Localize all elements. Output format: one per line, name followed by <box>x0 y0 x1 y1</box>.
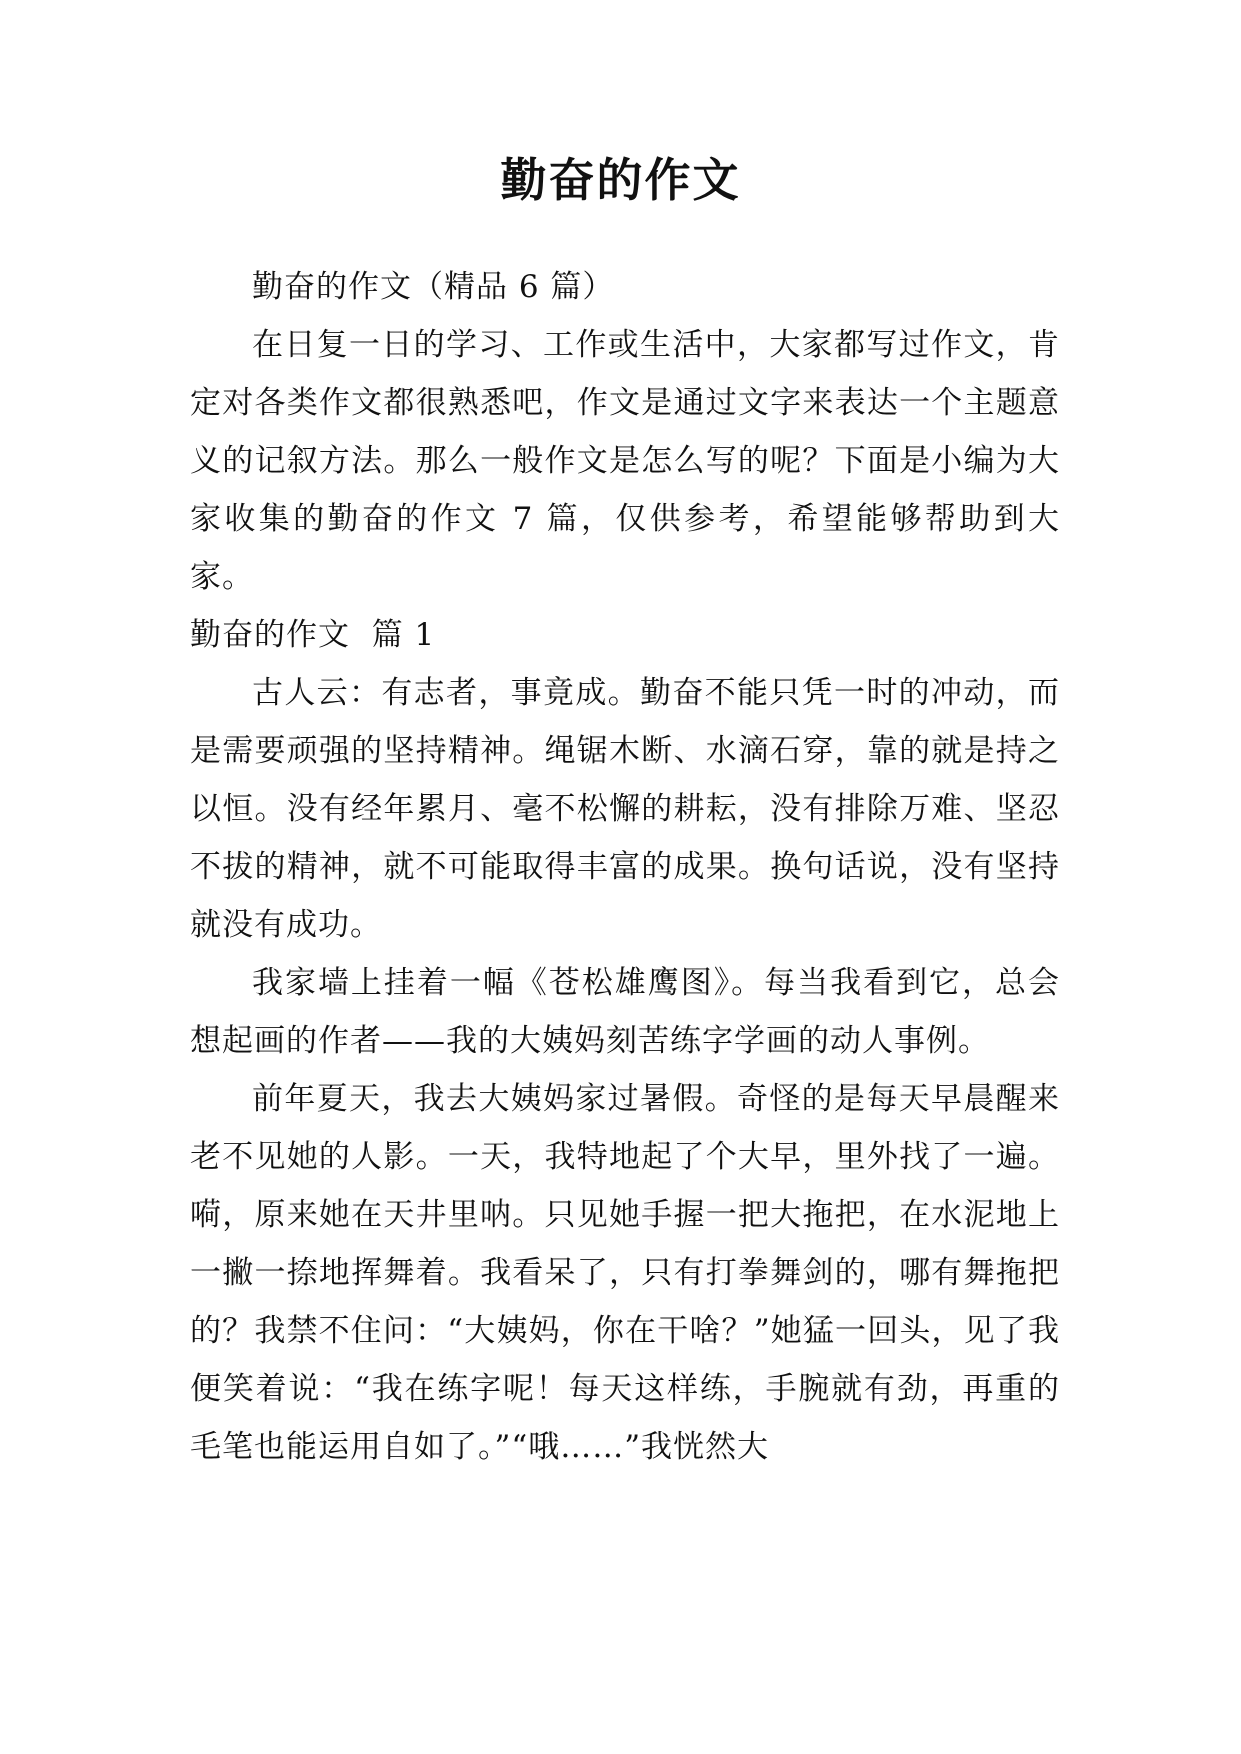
document-subtitle: 勤奋的作文（精品 6 篇） <box>252 269 615 305</box>
body-paragraph: 古人云：有志者，事竟成。勤奋不能只凭一时的冲动，而是需要顽强的坚持精神。绳锯木断、水滴石穿，靠的就是持之以恒。没有经年累月、毫不松懈的耕耘，没有排除万难、坚忍不拔的精神，就不可能取得丰富的成果。换句话说，没有坚持就没有成功。 <box>190 675 1060 943</box>
body-paragraph: 前年夏天，我去大姨妈家过暑假。奇怪的是每天早晨醒来老不见她的人影。一天，我特地起了个大早，里外找了一遍。嗬，原来她在天井里呐。只见她手握一把大拖把，在水泥地上一撇一捺地挥舞着。我看呆了，只有打拳舞剑的，哪有舞拖把的？我禁不住问：“大姨妈，你在干啥？”她猛一回头，见了我便笑着说：“我在练字呢！每天这样练，手腕就有劲，再重的毛笔也能运用自如了。”“哦……”我恍然大 <box>190 1081 1060 1465</box>
section-heading: 勤奋的作文 篇 1 <box>190 617 436 653</box>
document-title: 勤奋的作文 <box>500 153 741 207</box>
intro-paragraph: 在日复一日的学习、工作或生活中，大家都写过作文，肯定对各类作文都很熟悉吧，作文是通过文字来表达一个主题意义的记叙方法。那么一般作文是怎么写的呢？下面是小编为大家收集的勤奋的作文 7 篇，仅供参考，希望能够帮助到大家。 <box>190 327 1060 595</box>
document-body <box>190 258 1060 1476</box>
body-paragraph: 我家墙上挂着一幅《苍松雄鹰图》。每当我看到它，总会想起画的作者——我的大姨妈刻苦练字学画的动人事例。 <box>190 965 1060 1059</box>
